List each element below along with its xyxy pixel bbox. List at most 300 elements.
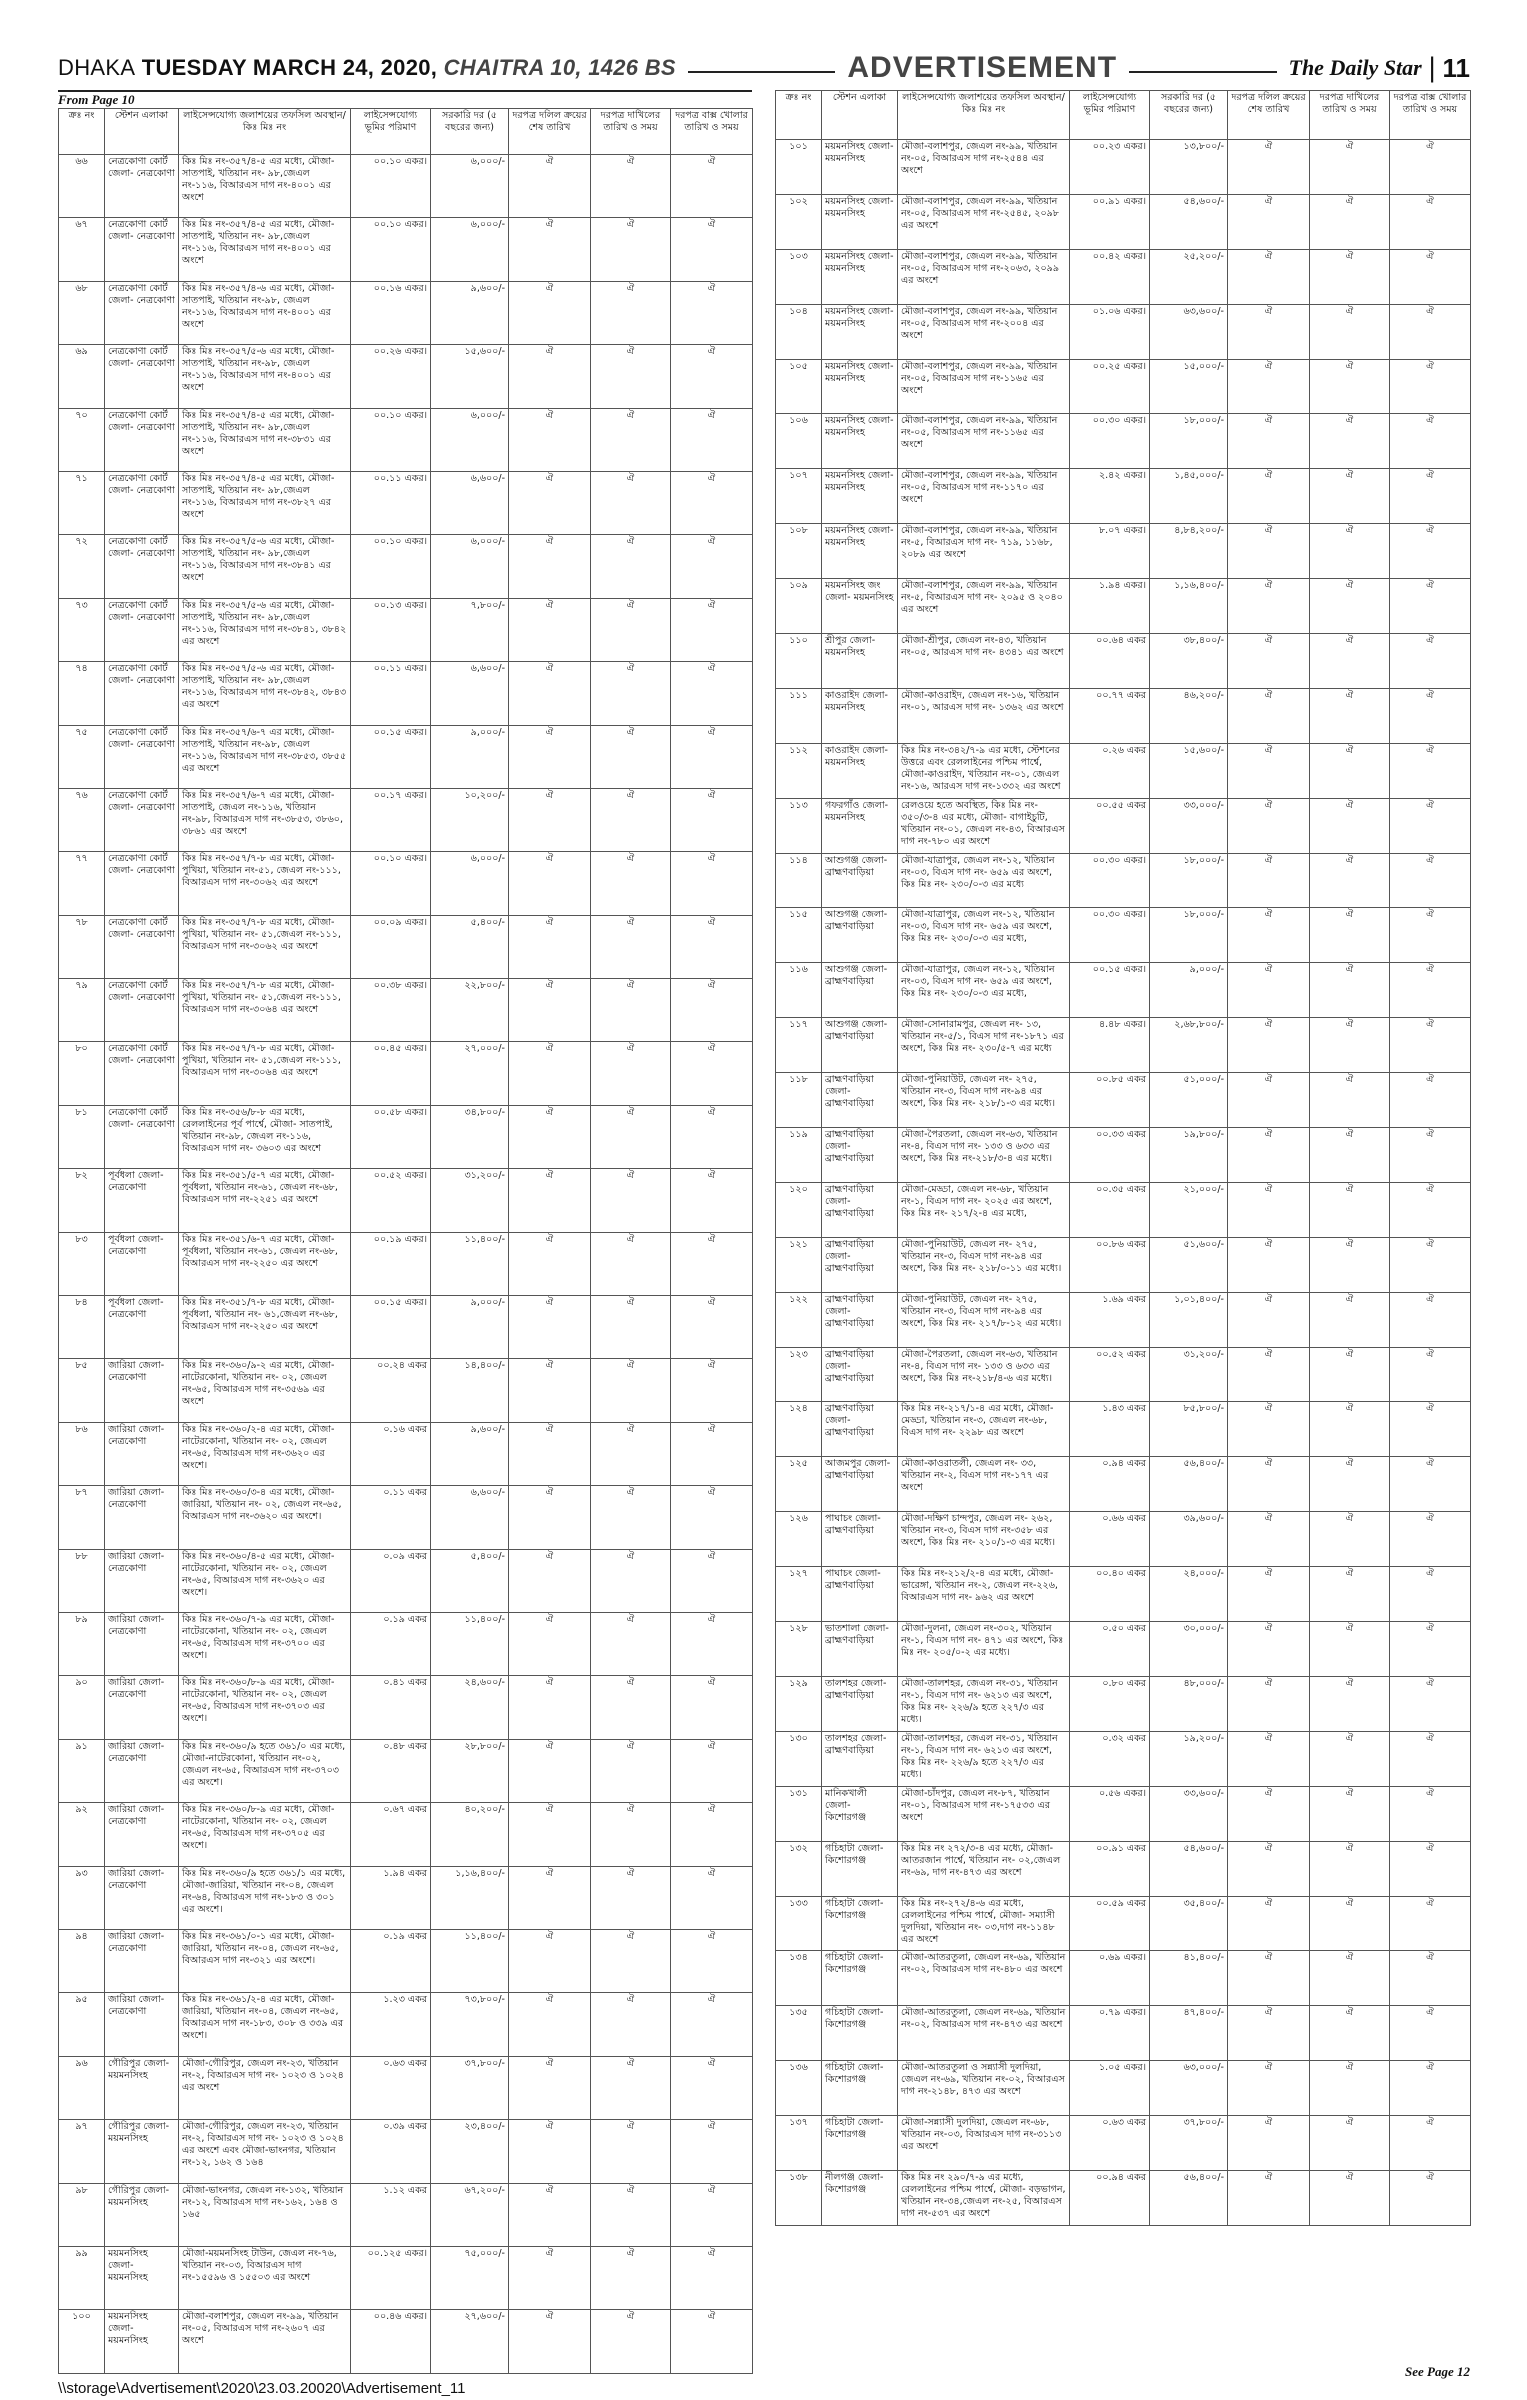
ditto-cell: ঐ (1310, 2006, 1390, 2061)
ditto-cell: ঐ (1228, 798, 1310, 853)
ditto-cell: ঐ (671, 852, 753, 915)
serial-cell: ১২৩ (776, 1347, 822, 1402)
ditto-cell: ঐ (591, 662, 671, 725)
ditto-cell: ঐ (509, 1359, 591, 1422)
table-row (776, 359, 1471, 414)
serial-cell: ৮০ (59, 1042, 105, 1105)
area-cell: ০০.৩০ একর। (1070, 414, 1150, 469)
serial-cell: ১২৮ (776, 1622, 822, 1677)
table-row (59, 2120, 753, 2183)
price-cell: ৬,০০০/- (431, 408, 509, 471)
area-cell: ০০.১১ একর। (351, 471, 431, 534)
ditto-cell: ঐ (509, 598, 591, 661)
see-page-note: See Page 12 (1405, 2364, 1470, 2379)
price-cell: ২৭,৬০০/- (431, 2310, 509, 2373)
ditto-cell: ঐ (671, 1739, 753, 1802)
table-header-row (776, 91, 1471, 140)
price-cell: ৬৩,০০০/- (1150, 2061, 1228, 2116)
location-cell: কিঃ মিঃ নং-৩৬১/০-১ এর মধ্যে, মৌজা-জারিয়া, খতিয়ান নং-০৪, জেএল নং-৬৫, বিআরএস দাগ নং-৩২১ এর অংশে। (179, 1929, 351, 1992)
table-row (59, 281, 753, 344)
table-row (776, 140, 1471, 195)
price-cell: ২২,৮০০/- (431, 979, 509, 1042)
ditto-cell: ঐ (591, 1676, 671, 1739)
area-cell: ০০.১৫ একর। (351, 725, 431, 788)
price-cell: ১৫,৬০০/- (1150, 743, 1228, 798)
ditto-cell: ঐ (671, 1549, 753, 1612)
ditto-cell: ঐ (591, 2183, 671, 2246)
station-cell: আশুগঞ্জ জেলা- ব্রাহ্মণবাড়িয়া (822, 1018, 898, 1073)
station-cell: জারিয়া জেলা- নেত্রকোণা (105, 1929, 179, 1992)
location-cell: কিঃ মিঃ নং-৩৬০/৩-৪ এর মধ্যে, মৌজা-জারিয়া, খতিয়ান নং- ০২, জেএল নং-৬৫, বিআরএস দাগ নং-৩৬২০ এর অংশে। (179, 1486, 351, 1549)
area-cell: ১.০৫ একর। (1070, 2061, 1150, 2116)
area-cell: ০০.১২৫ একর। (351, 2246, 431, 2309)
ditto-cell: ঐ (509, 915, 591, 978)
table-row (776, 1567, 1471, 1622)
ditto-cell: ঐ (1228, 743, 1310, 798)
ditto-cell: ঐ (1310, 359, 1390, 414)
ditto-cell: ঐ (1310, 1073, 1390, 1128)
area-cell: ০০.১০ একর। (351, 408, 431, 471)
table-row (776, 1237, 1471, 1292)
column-header: দরপত্র দাখিলের তারিখ ও সময় (1310, 91, 1390, 140)
location-cell: মৌজা-সোনারামপুর, জেএল নং- ১৩, খতিয়ান নং-৫/১, বিএস দাগ নং-১৮৭১ এর অংশে, কিঃ মিঃ নং- ২৩০/৫-৭ এর মধ্যে (898, 1018, 1070, 1073)
ditto-cell: ঐ (1310, 579, 1390, 634)
table-row (776, 1018, 1471, 1073)
station-cell: গৌরিপুর জেলা- ময়মনসিংহ (105, 2183, 179, 2246)
location-cell: মৌজা-আতরতুলা, জেএল নং-৬৯, খতিয়ান নং-০২, বিআরএস দাগ নং-৪৭৩ এর অংশে (898, 2006, 1070, 2061)
ditto-cell: ঐ (509, 2246, 591, 2309)
table-row (59, 598, 753, 661)
table-row (59, 1866, 753, 1929)
location-cell: মৌজা-যাত্রাপুর, জেএল নং-১২, খতিয়ান নং-০৩, বিএস দাগ নং- ৬৫৯ এর অংশে, কিঃ মিঃ নং- ২৩০/০-৩ এর মধ্যে, (898, 908, 1070, 963)
station-cell: মানিকখালী জেলা- কিশোরগঞ্জ (822, 1786, 898, 1841)
ditto-cell: ঐ (1390, 1567, 1471, 1622)
column-header: দরপত্র বাক্স খোলার তারিখ ও সময় (1390, 91, 1471, 140)
price-cell: ১,৪৫,০০০/- (1150, 469, 1228, 524)
ditto-cell: ঐ (1310, 1237, 1390, 1292)
serial-cell: ১৩০ (776, 1731, 822, 1786)
station-cell: নেত্রকোণা কোর্ট জেলা- নেত্রকোণা (105, 218, 179, 281)
ditto-cell: ঐ (1390, 2061, 1471, 2116)
ditto-cell: ঐ (1390, 688, 1471, 743)
serial-cell: ৯৭ (59, 2120, 105, 2183)
location-cell: কিঃ মিঃ নং-৩৫৭/৪-৬ এর মধ্যে, মৌজা-সাতপাই, খতিয়ান নং-৯৮, জেএল নং-১১৬, বিআরএস দাগ নং-৪০০১ এর অংশে (179, 281, 351, 344)
table-row (776, 249, 1471, 304)
station-cell: গফরগাঁও জেলা- ময়মনসিংহ (822, 798, 898, 853)
ditto-cell: ঐ (509, 218, 591, 281)
table-row (776, 579, 1471, 634)
price-cell: ১১,৪০০/- (431, 1612, 509, 1675)
ditto-cell: ঐ (591, 1422, 671, 1485)
ditto-cell: ঐ (671, 1169, 753, 1232)
location-cell: মৌজা-আতরতুলা ও সন্ন্যাসী দুলদিয়া, জেএল নং-৬৯, খতিয়ান নং-০২, বিআরএস দাগ নং-২১৪৮, ৪৭৩ এর অংশে (898, 2061, 1070, 2116)
ditto-cell: ঐ (591, 2310, 671, 2373)
serial-cell: ১১৮ (776, 1073, 822, 1128)
ditto-cell: ঐ (1310, 2116, 1390, 2171)
ditto-cell: ঐ (1310, 1622, 1390, 1677)
ditto-cell: ঐ (1228, 1512, 1310, 1567)
column-header: লাইসেন্সযোগ্য জলাশয়ের তফসিল অবস্থান/কিঃ মিঃ নং (179, 109, 351, 155)
tender-table-left (58, 108, 753, 2374)
ditto-cell: ঐ (1310, 414, 1390, 469)
ditto-cell: ঐ (1228, 249, 1310, 304)
ditto-cell: ঐ (1228, 304, 1310, 359)
table-row (59, 535, 753, 598)
ditto-cell: ঐ (1228, 1292, 1310, 1347)
price-cell: ৭৩,৮০০/- (431, 1993, 509, 2056)
ditto-cell: ঐ (1390, 853, 1471, 908)
station-cell: ময়মনসিংহ জেলা- ময়মনসিংহ (822, 524, 898, 579)
table-row (776, 1457, 1471, 1512)
area-cell: ০০.১৬ একর। (351, 281, 431, 344)
station-cell: ময়মনসিংহ জেলা- ময়মনসিংহ (822, 469, 898, 524)
serial-cell: ১১৩ (776, 798, 822, 853)
ditto-cell: ঐ (591, 598, 671, 661)
ditto-cell: ঐ (591, 979, 671, 1042)
ditto-cell: ঐ (591, 1359, 671, 1422)
area-cell: ০০.১৩ একর। (351, 598, 431, 661)
ditto-cell: ঐ (1310, 1951, 1390, 2006)
ditto-cell: ঐ (1390, 1457, 1471, 1512)
ditto-cell: ঐ (509, 408, 591, 471)
location-cell: কিঃ মিঃ নং-৩৫১/৭-৮ এর মধ্যে, মৌজা-পূর্বধলা, খতিয়ান নং- ৬১,জেএল নং-৬৮, বিআরএস দাগ নং-২২৫০ এর অংশে (179, 1296, 351, 1359)
ditto-cell: ঐ (509, 1296, 591, 1359)
table-row (59, 1422, 753, 1485)
price-cell: ৪,৮৪,২০০/- (1150, 524, 1228, 579)
table-row (59, 1929, 753, 1992)
area-cell: ০.১১ একর (351, 1486, 431, 1549)
ditto-cell: ঐ (1390, 1018, 1471, 1073)
table-row (776, 1622, 1471, 1677)
ditto-cell: ঐ (1228, 1841, 1310, 1896)
station-cell: জারিয়া জেলা- নেত্রকোণা (105, 1993, 179, 2056)
station-cell: নেত্রকোণা কোর্ট জেলা- নেত্রকোণা (105, 1042, 179, 1105)
ditto-cell: ঐ (1310, 524, 1390, 579)
table-row (59, 1359, 753, 1422)
location-cell: কিঃ মিঃ নং-৩৫৭/৪-৫ এর মধ্যে, মৌজা-সাতপাই, খতিয়ান নং- ৯৮,জেএল নং-১১৬, বিআরএস দাগ নং-৪০০১ এর অংশে (179, 155, 351, 218)
serial-cell: ৮৯ (59, 1612, 105, 1675)
station-cell: নেত্রকোণা কোর্ট জেলা- নেত্রকোণা (105, 155, 179, 218)
price-cell: ১৫,৬০০/- (431, 345, 509, 408)
location-cell: কিঃ মিঃ নং-৩৫৭/৬-৭ এর মধ্যে, মৌজা-সাতপাই, খতিয়ান নং-৯৮, জেএল নং-১১৬, বিআরএস দাগ নং-৩৮৫৩, ৩৮৫৫ এর অংশে (179, 725, 351, 788)
serial-cell: ১২০ (776, 1182, 822, 1237)
location-cell: কিঃ মিঃ নং-৩৫৭/৫-৬ এর মধ্যে, মৌজা-সাতপাই, খতিয়ান নং- ৯৮,জেএল নং-১১৬, বিআরএস দাগ নং-৩৮৪১ এর অংশে (179, 535, 351, 598)
station-cell: ময়মনসিংহ জেলা- ময়মনসিংহ (105, 2246, 179, 2309)
serial-cell: ১০৫ (776, 359, 822, 414)
ditto-cell: ঐ (1228, 908, 1310, 963)
area-cell: ০.২৬ একর (1070, 743, 1150, 798)
price-cell: ৩৮,৪০০/- (1150, 634, 1228, 689)
masthead-rule-left (688, 71, 835, 73)
table-row (776, 2061, 1471, 2116)
ditto-cell: ঐ (591, 1169, 671, 1232)
column-header: লাইসেন্সযোগ্য ভূমির পরিমাণ (1070, 91, 1150, 140)
dateline (58, 55, 676, 81)
serial-cell: ১১৬ (776, 963, 822, 1018)
ditto-cell: ঐ (1390, 1676, 1471, 1731)
ditto-cell: ঐ (1390, 1841, 1471, 1896)
ditto-cell: ঐ (509, 2183, 591, 2246)
area-cell: ০০.৬৪ একর (1070, 634, 1150, 689)
table-row (776, 1347, 1471, 1402)
serial-cell: ৯২ (59, 1803, 105, 1866)
location-cell: রেলওয়ে হতে অবস্থিত, কিঃ মিঃ নং- ৩৫০/৩-৪ এর মধ্যে, মৌজা- বাগাইচুটি, খতিয়ান নং-০১, জেএল নং-৪৩, বিআরএস দাগ নং-৭৮০ এর অংশে (898, 798, 1070, 853)
tender-table-right (775, 90, 1471, 2226)
table-row (59, 1232, 753, 1295)
location-cell: মৌজা-বলাশপুর, জেএল নং-৯৯, খতিয়ান নং-০৫, বিআরএস দাগ নং-১১৬৫ এর অংশে (898, 414, 1070, 469)
ditto-cell: ঐ (671, 1486, 753, 1549)
serial-cell: ১০১ (776, 140, 822, 195)
ditto-cell: ঐ (671, 1296, 753, 1359)
location-cell: কিঃ মিঃ নং-৩৬০/৮-৯ এর মধ্যে, মৌজা-নাটেরকোনা, খতিয়ান নং- ০২, জেএল নং-৬৫, বিআরএস দাগ নং-৩৭০৩ এর অংশে। (179, 1676, 351, 1739)
station-cell: ভাতশালা জেলা- ব্রাহ্মণবাড়িয়া (822, 1622, 898, 1677)
ditto-cell: ঐ (509, 2120, 591, 2183)
area-cell: ০.০৯ একর (351, 1549, 431, 1612)
serial-cell: ১১৯ (776, 1128, 822, 1183)
location-cell: কিঃ মিঃ নং-৩৬০/৮-৯ এর মধ্যে, মৌজা-নাটেরকোনা, খতিয়ান নং- ০২, জেএল নং-৬৫, বিআরএস দাগ নং-৩৭০৫ এর অংশে। (179, 1803, 351, 1866)
serial-cell: ১৩১ (776, 1786, 822, 1841)
table-row (59, 2310, 753, 2373)
price-cell: ৯,০০০/- (431, 725, 509, 788)
ditto-cell: ঐ (1390, 1622, 1471, 1677)
ditto-cell: ঐ (509, 1042, 591, 1105)
station-cell: নেত্রকোণা কোর্ট জেলা- নেত্রকোণা (105, 471, 179, 534)
area-cell: ২.৪২ একর। (1070, 469, 1150, 524)
price-cell: ৫৬,৪০০/- (1150, 1457, 1228, 1512)
station-cell: জারিয়া জেলা- নেত্রকোণা (105, 1612, 179, 1675)
ditto-cell: ঐ (671, 1803, 753, 1866)
ditto-cell: ঐ (1390, 1292, 1471, 1347)
ditto-cell: ঐ (671, 788, 753, 851)
ditto-cell: ঐ (509, 535, 591, 598)
station-cell: তালশহর জেলা- ব্রাহ্মণবাড়িয়া (822, 1676, 898, 1731)
price-cell: ৬৭,২০০/- (431, 2183, 509, 2246)
from-page-note: From Page 10 (58, 90, 752, 108)
ditto-cell: ঐ (509, 1549, 591, 1612)
ditto-cell: ঐ (671, 1105, 753, 1168)
area-cell: ০০.১৯ একর। (351, 1232, 431, 1295)
serial-cell: ১২৯ (776, 1676, 822, 1731)
ditto-cell: ঐ (671, 281, 753, 344)
ditto-cell: ঐ (1390, 524, 1471, 579)
station-cell: ব্রাহ্মণবাড়িয়া জেলা- ব্রাহ্মণবাড়িয়া (822, 1182, 898, 1237)
serial-cell: ১০৭ (776, 469, 822, 524)
location-cell: মৌজা-দুলনা, জেএল নং-৩০২, খতিয়ান নং-১, বিএস দাগ নং- ৪৭১ এর অংশে, কিঃ মিঃ নং- ২০৫/০-২ এর মধ্যে। (898, 1622, 1070, 1677)
location-cell: কিঃ মিঃ নং-৩৫৭/৫-৬ এর মধ্যে, মৌজা-সাতপাই, খতিয়ান নং- ৯৮,জেএল নং-১১৬, বিআরএস দাগ নং-৩৮৪২, ৩৮৪৩ এর অংশে (179, 662, 351, 725)
price-cell: ৯,০০০/- (431, 1296, 509, 1359)
table-row (776, 1073, 1471, 1128)
serial-cell: ৬৭ (59, 218, 105, 281)
ditto-cell: ঐ (671, 1232, 753, 1295)
column-header: দরপত্র দলিল ক্রয়ের শেষ তারিখ (509, 109, 591, 155)
location-cell: কিঃ মিঃ নং-৩৫৭/৭-৮ এর মধ্যে, মৌজা-পুখিয়া, খতিয়ান নং- ৫১,জেএল নং-১১১, বিআরএস দাগ নং-৩০৬২ এর অংশে (179, 915, 351, 978)
ditto-cell: ঐ (1228, 414, 1310, 469)
station-cell: জারিয়া জেলা- নেত্রকোণা (105, 1549, 179, 1612)
table-row (776, 908, 1471, 963)
location-cell: কিঃ মিঃ নং-৩৫৬/৮-৮ এর মধ্যে, রেললাইনের পূর্ব পার্শ্বে, মৌজা- সাতপাই, খতিয়ান নং-৯৮, জেএল নং-১১৬, বিআরএস দাগ নং- ৩৬০৩ এর অংশে (179, 1105, 351, 1168)
location-cell: কিঃ মিঃ নং-২১৭/১-৪ এর মধ্যে, মৌজা-মেড্ডা, খতিয়ান নং-৩, জেএল নং-৬৮, বিএস দাগ নং- ২২৯৮ এর অংশে (898, 1402, 1070, 1457)
ditto-cell: ঐ (1228, 1073, 1310, 1128)
area-cell: ০০.৮৫ একর (1070, 1073, 1150, 1128)
area-cell: ১.৯৪ একর। (1070, 579, 1150, 634)
price-cell: ১১,৪০০/- (431, 1232, 509, 1295)
ditto-cell: ঐ (591, 915, 671, 978)
station-cell: আশুগঞ্জ জেলা- ব্রাহ্মণবাড়িয়া (822, 853, 898, 908)
station-cell: নেত্রকোণা কোর্ট জেলা- নেত্রকোণা (105, 408, 179, 471)
location-cell: মৌজা-সন্ন্যাসী দুলদিয়া, জেএল নং-৬৮, খতিয়ান নং-০৩, বিআরএস দাগ নং-৩১১৩ এর অংশে (898, 2116, 1070, 2171)
area-cell: ০০.২৫ একর। (1070, 359, 1150, 414)
masthead-rule-right (1129, 71, 1276, 73)
ditto-cell: ঐ (1310, 1292, 1390, 1347)
station-cell: গচিহাটা জেলা- কিশোরগঞ্জ (822, 2116, 898, 2171)
price-cell: ১৮,০০০/- (1150, 853, 1228, 908)
ditto-cell: ঐ (1310, 2061, 1390, 2116)
serial-cell: ৯১ (59, 1739, 105, 1802)
ditto-cell: ঐ (509, 1232, 591, 1295)
area-cell: ০০.৩০ একর। (1070, 853, 1150, 908)
table-row (59, 1993, 753, 2056)
area-cell: ০০.৯১ একর (1070, 1841, 1150, 1896)
ditto-cell: ঐ (591, 1232, 671, 1295)
station-cell: পূর্বধলা জেলা- নেত্রকোণা (105, 1296, 179, 1359)
ditto-cell: ঐ (1390, 2116, 1471, 2171)
location-cell: মৌজা-কাওরাইদ, জেএল নং-১৬, খতিয়ান নং-০১, আরএস দাগ নং- ১৩৬২ এর অংশে (898, 688, 1070, 743)
table-row (59, 345, 753, 408)
column-header: ক্রঃ নং (776, 91, 822, 140)
ditto-cell: ঐ (509, 471, 591, 534)
price-cell: ৩৩,৬০০/- (1150, 1786, 1228, 1841)
serial-cell: ১১১ (776, 688, 822, 743)
area-cell: ০০.২৩ একর। (1070, 140, 1150, 195)
ditto-cell: ঐ (1310, 963, 1390, 1018)
area-cell: ০০.৫২ একর (1070, 1347, 1150, 1402)
location-cell: মৌজা-ভাংনগর, জেএল নং-১৩২, খতিয়ান নং-১২, বিআরএস দাগ নং-১৬২, ১৬৪ ও ১৬৫ (179, 2183, 351, 2246)
area-cell: ০০.৩৮ একর। (351, 979, 431, 1042)
ditto-cell: ঐ (671, 1612, 753, 1675)
serial-cell: ৭০ (59, 408, 105, 471)
price-cell: ১৮,০০০/- (1150, 414, 1228, 469)
ditto-cell: ঐ (1310, 1457, 1390, 1512)
ditto-cell: ঐ (1228, 688, 1310, 743)
station-cell: নেত্রকোণা কোর্ট জেলা- নেত্রকোণা (105, 662, 179, 725)
station-cell: নেত্রকোণা কোর্ট জেলা- নেত্রকোণা (105, 788, 179, 851)
ditto-cell: ঐ (1228, 1622, 1310, 1677)
table-row (59, 979, 753, 1042)
area-cell: ০০.১০ একর। (351, 535, 431, 598)
price-cell: ১,১৬,৪০০/- (1150, 579, 1228, 634)
price-cell: ২৪,৬০০/- (431, 1676, 509, 1739)
area-cell: ০০.১৭ একর। (351, 788, 431, 851)
area-cell: ০.১৯ একর (351, 1612, 431, 1675)
ditto-cell: ঐ (1390, 1512, 1471, 1567)
ditto-cell: ঐ (1390, 1402, 1471, 1457)
location-cell: মৌজা-পুনিয়াউট, জেএল নং- ২৭৫, খতিয়ান নং-৩, বিএস দাগ নং-৯৪ এর অংশে, কিঃ মিঃ নং- ২১৮/১-৩ এর মধ্যে। (898, 1073, 1070, 1128)
ditto-cell: ঐ (1228, 1018, 1310, 1073)
station-cell: ব্রাহ্মণবাড়িয়া জেলা- ব্রাহ্মণবাড়িয়া (822, 1073, 898, 1128)
table-row (776, 1512, 1471, 1567)
table-row (776, 743, 1471, 798)
ditto-cell: ঐ (1310, 469, 1390, 524)
ditto-cell: ঐ (1390, 304, 1471, 359)
table-row (59, 725, 753, 788)
location-cell: মৌজা-বলাশপুর, জেএল নং-৯৯, খতিয়ান নং-৫, বিআরএস দাগ নং- ২০৯৫ ও ২০৪০ এর অংশে (898, 579, 1070, 634)
ditto-cell: ঐ (1390, 1951, 1471, 2006)
table-row (59, 155, 753, 218)
ditto-cell: ঐ (671, 1676, 753, 1739)
ditto-cell: ঐ (591, 1042, 671, 1105)
ditto-cell: ঐ (1390, 249, 1471, 304)
column-header: সরকারি দর (৫ বছরের জন্য) (431, 109, 509, 155)
serial-cell: ১০০ (59, 2310, 105, 2373)
table-row (59, 1486, 753, 1549)
area-cell: ১.১২ একর (351, 2183, 431, 2246)
price-cell: ৬,০০০/- (431, 852, 509, 915)
table-row (59, 1169, 753, 1232)
serial-cell: ১১২ (776, 743, 822, 798)
ditto-cell: ঐ (1390, 359, 1471, 414)
area-cell: ০.৪৮ একর (351, 1739, 431, 1802)
serial-cell: ১৩৫ (776, 2006, 822, 2061)
station-cell: গচিহাটা জেলা- কিশোরগঞ্জ (822, 1896, 898, 1951)
price-cell: ২৮,৮০০/- (431, 1739, 509, 1802)
area-cell: ০০.৩০ একর। (1070, 908, 1150, 963)
station-cell: আশুগঞ্জ জেলা- ব্রাহ্মণবাড়িয়া (822, 908, 898, 963)
dateline-bangla-date: CHAITRA 10, 1426 BS (443, 55, 676, 80)
ditto-cell: ঐ (509, 1866, 591, 1929)
location-cell: মৌজা-পুনিয়াউট, জেএল নং- ২৭৫, খতিয়ান নং-৩, বিএস দাগ নং-৯৪ এর অংশে, কিঃ মিঃ নং- ২১৭/৮-১২ এর মধ্যে। (898, 1292, 1070, 1347)
location-cell: মৌজা-বলাশপুর, জেএল নং-৯৯, খতিয়ান নং-০৫, বিআরএস দাগ নং-২০৬৩, ২০৯৯ এর অংশে (898, 249, 1070, 304)
serial-cell: ৯৪ (59, 1929, 105, 1992)
table-row (776, 414, 1471, 469)
ditto-cell: ঐ (509, 979, 591, 1042)
station-cell: পূর্বধলা জেলা- নেত্রকোণা (105, 1232, 179, 1295)
location-cell: মৌজা-যাত্রাপুর, জেএল নং-১২, খতিয়ান নং-০৩, বিএস দাগ নং- ৬৫৯ এর অংশে, কিঃ মিঃ নং- ২৩০/০-৩ এর মধ্যে (898, 853, 1070, 908)
serial-cell: ১০৪ (776, 304, 822, 359)
price-cell: ৩৪,৮০০/- (431, 1105, 509, 1168)
ditto-cell: ঐ (1228, 579, 1310, 634)
serial-cell: ৯৯ (59, 2246, 105, 2309)
price-cell: ৩৭,৮০০/- (1150, 2116, 1228, 2171)
price-cell: ৩৭,৮০০/- (431, 2056, 509, 2119)
area-cell: ০১.০৬ একর। (1070, 304, 1150, 359)
price-cell: ১,১৬,৪০০/- (431, 1866, 509, 1929)
area-cell: ০.৩২ একর (1070, 1731, 1150, 1786)
price-cell: ৬,৬০০/- (431, 1486, 509, 1549)
serial-cell: ৯৮ (59, 2183, 105, 2246)
ditto-cell: ঐ (591, 1993, 671, 2056)
location-cell: কিঃ মিঃ নং-৩৬০/২-৪ এর মধ্যে, মৌজা-নাটেরকোনা, খতিয়ান নং- ০২, জেএল নং-৬৫, বিআরএস দাগ নং-৩৬২০ এর অংশে। (179, 1422, 351, 1485)
ditto-cell: ঐ (1228, 524, 1310, 579)
price-cell: ৪৬,২০০/- (1150, 688, 1228, 743)
area-cell: ১.৬৯ একর (1070, 1292, 1150, 1347)
area-cell: ০.১৯ একর (351, 1929, 431, 1992)
price-cell: ৫৪,৬০০/- (1150, 194, 1228, 249)
table-row (59, 915, 753, 978)
table-row (776, 2170, 1471, 2225)
table-row (59, 1296, 753, 1359)
ditto-cell: ঐ (1228, 853, 1310, 908)
station-cell: ময়মনসিংহ জেলা- ময়মনসিংহ (822, 359, 898, 414)
ditto-cell: ঐ (1310, 1567, 1390, 1622)
area-cell: ০০.৫৯ একর (1070, 1896, 1150, 1951)
ditto-cell: ঐ (509, 1612, 591, 1675)
station-cell: পাঘাচং জেলা- ব্রাহ্মণবাড়িয়া (822, 1512, 898, 1567)
station-cell: পূর্বধলা জেলা- নেত্রকোণা (105, 1169, 179, 1232)
area-cell: ০০.৪৫ একর। (351, 1042, 431, 1105)
table-row (59, 1676, 753, 1739)
area-cell: ০.৬৯ একর। (1070, 1951, 1150, 2006)
station-cell: গচিহাটা জেলা- কিশোরগঞ্জ (822, 1951, 898, 2006)
